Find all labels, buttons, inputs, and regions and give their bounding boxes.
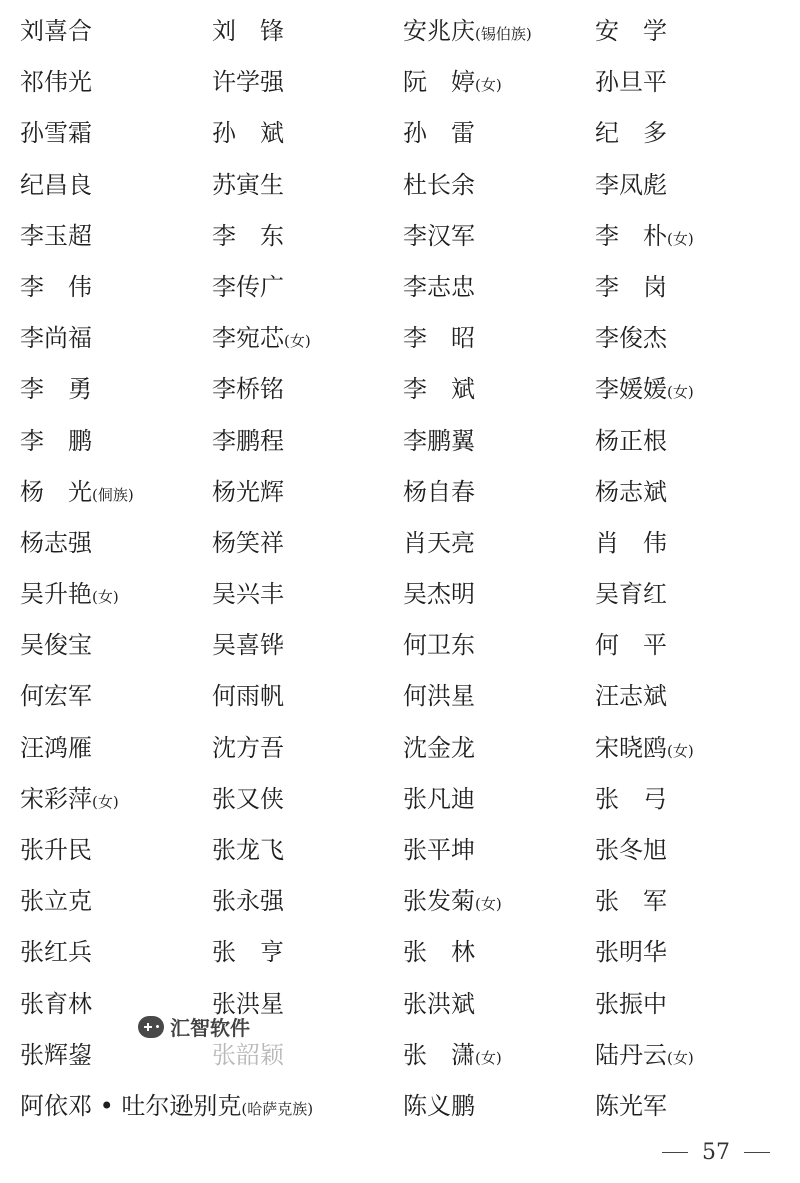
person-name: 宋彩萍 <box>20 784 92 813</box>
name-row <box>0 213 800 264</box>
name-entry <box>212 725 284 776</box>
page-footer <box>662 1140 770 1165</box>
name-entry <box>595 827 667 878</box>
name-entry <box>595 725 694 776</box>
name-note: (女) <box>475 76 502 95</box>
name-entry <box>212 213 284 264</box>
person-name: 孙雪霜 <box>20 119 92 148</box>
person-name: 张升民 <box>20 836 92 864</box>
name-row <box>0 827 800 878</box>
name-entry <box>595 110 667 161</box>
name-row <box>0 520 800 571</box>
name-entry <box>212 418 284 469</box>
name-row <box>0 59 800 110</box>
name-entry <box>20 213 92 264</box>
name-entry <box>20 981 92 1032</box>
name-entry <box>20 776 119 827</box>
person-name: 张 亨 <box>212 938 284 967</box>
name-entry <box>403 110 475 161</box>
person-name: 汪志斌 <box>595 682 667 711</box>
person-name: 李玉超 <box>20 221 92 250</box>
person-name: 刘喜合 <box>20 17 92 45</box>
person-name: 孙旦平 <box>595 68 667 97</box>
name-note: (女) <box>92 588 119 607</box>
person-name: 何雨帆 <box>212 682 284 711</box>
person-name: 吴喜铧 <box>212 631 284 660</box>
person-name: 孙 雷 <box>403 119 475 148</box>
person-name: 张红兵 <box>20 938 92 967</box>
name-entry <box>595 878 667 929</box>
name-row <box>0 366 800 417</box>
name-entry <box>20 469 134 520</box>
name-row <box>0 264 800 315</box>
name-entry <box>212 571 284 622</box>
name-row <box>0 418 800 469</box>
person-name: 张洪星 <box>212 989 284 1018</box>
person-name: 李宛芯 <box>212 324 284 353</box>
name-row <box>0 571 800 622</box>
name-entry <box>595 264 667 315</box>
name-entry <box>595 520 667 571</box>
name-entry <box>403 622 475 673</box>
name-entry <box>595 418 667 469</box>
person-name: 纪 多 <box>595 119 667 148</box>
name-entry <box>595 673 667 724</box>
name-entry <box>212 59 284 110</box>
person-name: 纪昌良 <box>20 170 92 199</box>
footer-dash-right <box>744 1152 770 1153</box>
name-row <box>0 469 800 520</box>
person-name: 李汉军 <box>403 221 475 250</box>
name-entry <box>403 315 475 366</box>
name-entry <box>20 571 119 622</box>
name-entry <box>20 520 92 571</box>
person-name: 吴杰明 <box>403 580 475 609</box>
name-entry <box>20 1083 313 1134</box>
name-row <box>0 8 800 59</box>
person-name: 陈光军 <box>595 1091 667 1120</box>
person-name: 陆丹云 <box>595 1040 667 1069</box>
name-note: (女) <box>475 895 502 914</box>
person-name: 张明华 <box>595 938 667 967</box>
name-entry <box>403 469 475 520</box>
name-entry <box>212 110 284 161</box>
name-row <box>0 981 800 1032</box>
person-name: 安兆庆 <box>403 17 475 45</box>
name-note: (女) <box>667 1048 694 1067</box>
name-entry <box>403 1083 475 1134</box>
person-name: 孙 斌 <box>212 119 284 148</box>
person-name: 何卫东 <box>403 631 475 660</box>
name-entry <box>212 827 284 878</box>
name-entry <box>403 1032 502 1083</box>
name-entry <box>20 1032 92 1083</box>
name-entry <box>20 725 92 776</box>
person-name: 杨笑祥 <box>212 528 284 557</box>
name-note: (侗族) <box>92 485 134 504</box>
person-name: 李 东 <box>212 221 284 250</box>
person-name: 李俊杰 <box>595 324 667 353</box>
name-entry <box>403 213 475 264</box>
name-entry <box>212 8 284 59</box>
name-note: (锡伯族) <box>475 25 532 43</box>
name-entry <box>403 827 475 878</box>
name-entry <box>403 59 502 110</box>
person-name: 苏寅生 <box>212 170 284 199</box>
person-name: 阮 婷 <box>403 68 475 97</box>
person-name: 杜长余 <box>403 170 475 199</box>
name-row <box>0 673 800 724</box>
name-entry <box>212 366 284 417</box>
person-name: 安 学 <box>595 17 667 45</box>
person-name: 张又侠 <box>212 784 284 813</box>
name-row <box>0 315 800 366</box>
person-name: 张龙飞 <box>212 836 284 864</box>
person-name: 张永强 <box>212 887 284 916</box>
person-name: 张 弓 <box>595 784 667 813</box>
name-entry <box>595 162 667 213</box>
name-row <box>0 1083 800 1134</box>
name-entry <box>403 418 475 469</box>
person-name: 肖 伟 <box>595 528 667 557</box>
name-note: (哈萨克族) <box>241 1099 314 1118</box>
name-entry <box>212 878 284 929</box>
name-entry <box>595 981 667 1032</box>
name-entry <box>20 366 92 417</box>
footer-dash-left <box>662 1152 688 1153</box>
name-entry <box>403 8 532 59</box>
name-note: (女) <box>284 332 311 351</box>
person-name: 吴兴丰 <box>212 580 284 609</box>
name-row <box>0 1032 800 1083</box>
name-entry <box>403 878 502 929</box>
name-row <box>0 878 800 929</box>
person-name: 陈义鹏 <box>403 1091 475 1120</box>
name-entry <box>20 8 92 59</box>
name-entry <box>595 929 667 980</box>
name-entry <box>212 162 284 213</box>
name-entry <box>20 622 92 673</box>
name-entry <box>20 110 92 161</box>
name-note: (女) <box>92 792 119 811</box>
watermark <box>138 1012 250 1041</box>
person-name: 李 朴 <box>595 221 667 250</box>
person-name: 李凤彪 <box>595 170 667 199</box>
name-note: (女) <box>667 229 694 248</box>
person-name: 杨光辉 <box>212 477 284 506</box>
name-entry <box>20 929 92 980</box>
person-name: 汪鸿雁 <box>20 733 92 762</box>
person-name: 肖天亮 <box>403 528 475 557</box>
person-name: 杨 光 <box>20 477 92 506</box>
person-name: 张凡迪 <box>403 784 475 813</box>
person-name: 张韶颖 <box>212 1040 284 1069</box>
name-entry <box>595 1083 667 1134</box>
person-name: 李媛媛 <box>595 375 667 404</box>
person-name: 张洪斌 <box>403 989 475 1018</box>
name-note: (女) <box>667 383 694 402</box>
name-entry <box>403 673 475 724</box>
person-name: 张 军 <box>595 887 667 916</box>
name-entry <box>403 776 475 827</box>
person-name: 李鹏翼 <box>403 426 475 455</box>
name-row <box>0 622 800 673</box>
person-name: 沈金龙 <box>403 733 475 762</box>
name-entry <box>20 162 92 213</box>
person-name: 刘 锋 <box>212 17 284 45</box>
name-entry <box>403 929 475 980</box>
person-name: 杨志斌 <box>595 477 667 506</box>
name-entry <box>212 929 284 980</box>
person-name: 何 平 <box>595 631 667 660</box>
name-entry <box>20 264 92 315</box>
name-entry <box>20 827 92 878</box>
name-note: (女) <box>475 1048 502 1067</box>
name-entry <box>212 264 284 315</box>
person-name: 宋晓鸥 <box>595 733 667 762</box>
name-entry <box>595 59 667 110</box>
person-name: 李尚福 <box>20 324 92 353</box>
name-entry <box>595 571 667 622</box>
name-entry <box>212 622 284 673</box>
name-note: (女) <box>667 741 694 760</box>
name-entry <box>595 8 667 59</box>
person-name: 阿依邓 • 吐尔逊别克 <box>20 1091 242 1120</box>
person-name: 何宏军 <box>20 682 92 711</box>
name-entry <box>212 315 311 366</box>
name-entry <box>403 162 475 213</box>
person-name: 李 伟 <box>20 272 92 301</box>
person-name: 吴育红 <box>595 580 667 609</box>
person-name: 张立克 <box>20 887 92 916</box>
name-entry <box>595 776 667 827</box>
person-name: 张辉鋆 <box>20 1040 92 1069</box>
name-entry <box>212 673 284 724</box>
name-entry <box>595 1032 694 1083</box>
person-name: 李 勇 <box>20 375 92 404</box>
name-entry <box>20 673 92 724</box>
person-name: 李桥铭 <box>212 375 284 404</box>
name-entry <box>212 776 284 827</box>
person-name: 张 林 <box>403 938 475 967</box>
name-entry <box>403 264 475 315</box>
person-name: 张 潇 <box>403 1040 475 1069</box>
name-row <box>0 776 800 827</box>
name-entry <box>403 366 475 417</box>
name-entry <box>20 315 92 366</box>
watermark-text: 汇智软件 <box>170 1016 250 1040</box>
person-name: 李 昭 <box>403 324 475 353</box>
name-row <box>0 725 800 776</box>
page-number: 57 <box>702 1140 730 1165</box>
person-name: 祁伟光 <box>20 68 92 97</box>
person-name: 吴升艳 <box>20 580 92 609</box>
person-name: 张振中 <box>595 989 667 1018</box>
person-name: 张平坤 <box>403 836 475 864</box>
name-row <box>0 929 800 980</box>
name-entry <box>403 981 475 1032</box>
name-entry <box>212 520 284 571</box>
name-entry <box>403 725 475 776</box>
name-list <box>0 8 800 1134</box>
name-entry <box>20 59 92 110</box>
person-name: 李 鹏 <box>20 426 92 455</box>
person-name: 张育林 <box>20 989 92 1018</box>
person-name: 杨志强 <box>20 528 92 557</box>
person-name: 李志忠 <box>403 272 475 301</box>
person-name: 李鹏程 <box>212 426 284 455</box>
name-entry <box>403 520 475 571</box>
person-name: 杨正根 <box>595 426 667 455</box>
name-entry <box>212 469 284 520</box>
name-entry <box>595 315 667 366</box>
person-name: 吴俊宝 <box>20 631 92 660</box>
name-entry <box>20 418 92 469</box>
person-name: 李 斌 <box>403 375 475 404</box>
name-row <box>0 162 800 213</box>
name-entry <box>20 878 92 929</box>
name-entry <box>403 571 475 622</box>
person-name: 何洪星 <box>403 682 475 711</box>
name-entry <box>595 366 694 417</box>
name-entry <box>595 469 667 520</box>
gamepad-icon <box>138 1016 164 1038</box>
person-name: 许学强 <box>212 68 284 97</box>
name-entry <box>595 213 694 264</box>
name-row <box>0 110 800 161</box>
person-name: 李 岗 <box>595 272 667 301</box>
person-name: 张冬旭 <box>595 836 667 864</box>
name-entry <box>595 622 667 673</box>
person-name: 沈方吾 <box>212 733 284 762</box>
person-name: 杨自春 <box>403 477 475 506</box>
person-name: 张发菊 <box>403 887 475 916</box>
person-name: 李传广 <box>212 272 284 301</box>
